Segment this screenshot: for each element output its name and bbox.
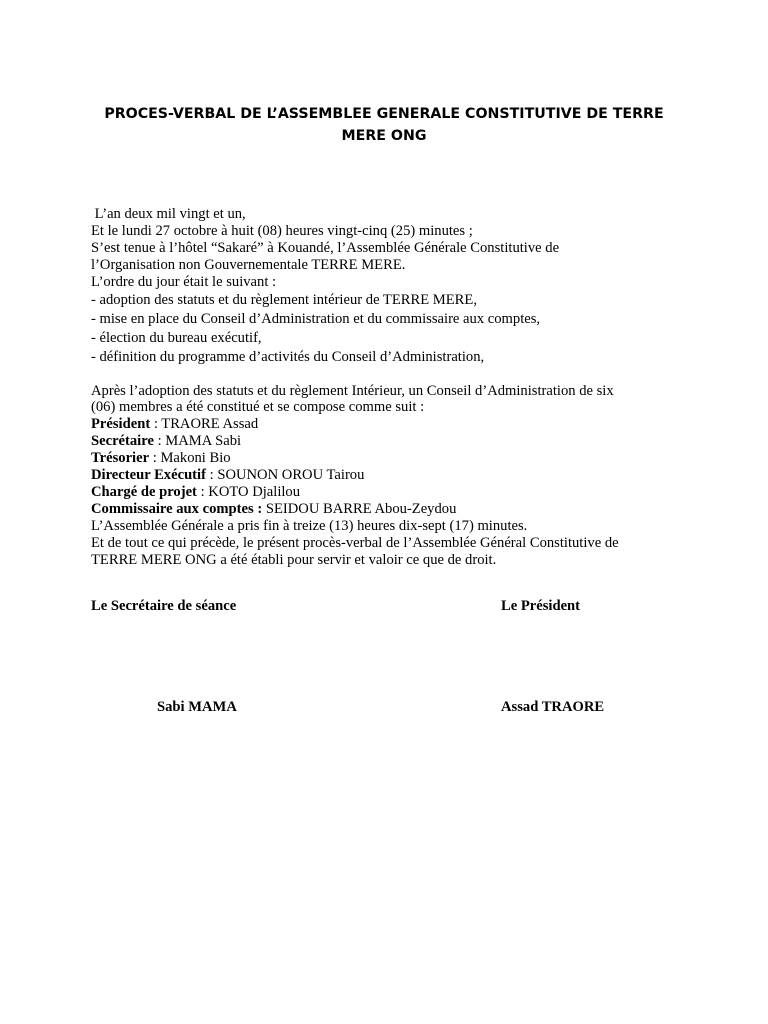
member-role: Trésorier [91,450,150,467]
member-separator: : [205,467,218,484]
paragraph-spacer [91,367,691,383]
member-executive-director [91,467,691,484]
member-name: SEIDOU BARRE Abou-Zeydou [265,500,457,517]
member-treasurer [91,450,691,467]
member-role: Secrétaire [91,433,154,450]
member-secretary [91,433,691,450]
member-role: Président [91,416,151,433]
intro-line: L’an deux mil vingt et un, [91,206,246,222]
agenda-item: - élection du bureau exécutif, [91,329,262,346]
member-role: Commissaire aux comptes : [91,500,263,517]
document-title: PROCES-VERBAL DE L’ASSEMBLEE GENERALE CONSTITUTIVE DE TERRE MERE ONG [104,106,664,144]
member-separator: : [153,433,166,450]
council-intro-line: Après l’adoption des statuts et du règlement Intérieur, un Conseil d’Administration de six [91,382,614,399]
member-name: MAMA Sabi [165,433,242,450]
member-name: TRAORE Assad [161,416,259,433]
council-section [91,383,691,518]
intro-line: l’Organisation non Gouvernementale TERRE MERE. [91,256,406,273]
document-body [91,206,691,569]
agenda-list [91,291,691,367]
closing-line: Et de tout ce qui précède, le présent procès-verbal de l’Assemblée Général Constitutive de [91,534,619,551]
member-role: Chargé de projet [91,483,197,500]
intro-line: L’ordre du jour était le suivant : [91,273,277,290]
president-signature-name: Assad TRAORE [501,699,605,715]
member-name: Makoni Bio [160,450,231,467]
member-role: Directeur Exécutif [91,467,206,484]
member-separator: : [149,450,161,467]
member-auditor [91,501,691,518]
agenda-item: - mise en place du Conseil d’Administration et du commissaire aux comptes, [91,310,541,327]
closing-section [91,518,691,569]
secretary-signature-name: Sabi MAMA [157,699,237,715]
member-separator: : [150,416,162,433]
agenda-item: - adoption des statuts et du règlement intérieur de TERRE MERE, [91,291,477,308]
agenda-item: - définition du programme d’activités du Conseil d’Administration, [91,348,485,365]
intro-section [91,206,691,291]
president-signature-title: Le Président [501,598,581,614]
member-name: SOUNON OROU Tairou [217,467,365,484]
closing-line: TERRE MERE ONG a été établi pour servir et valoir ce que de droit. [91,551,497,568]
closing-line: L’Assemblée Générale a pris fin à treize (13) heures dix-sept (17) minutes. [91,517,528,534]
intro-line: Et le lundi 27 octobre à huit (08) heures vingt-cinq (25) minutes ; [91,222,473,239]
member-project-officer [91,484,691,501]
member-president [91,416,691,433]
member-name: KOTO Djalilou [208,483,301,500]
member-separator: : [196,483,209,500]
secretary-signature-title: Le Secrétaire de séance [91,598,237,614]
intro-line: S’est tenue à l’hôtel “Sakaré” à Kouandé, l’Assemblée Générale Constitutive de [91,239,560,256]
council-intro-line: (06) membres a été constitué et se compose comme suit : [91,399,425,416]
